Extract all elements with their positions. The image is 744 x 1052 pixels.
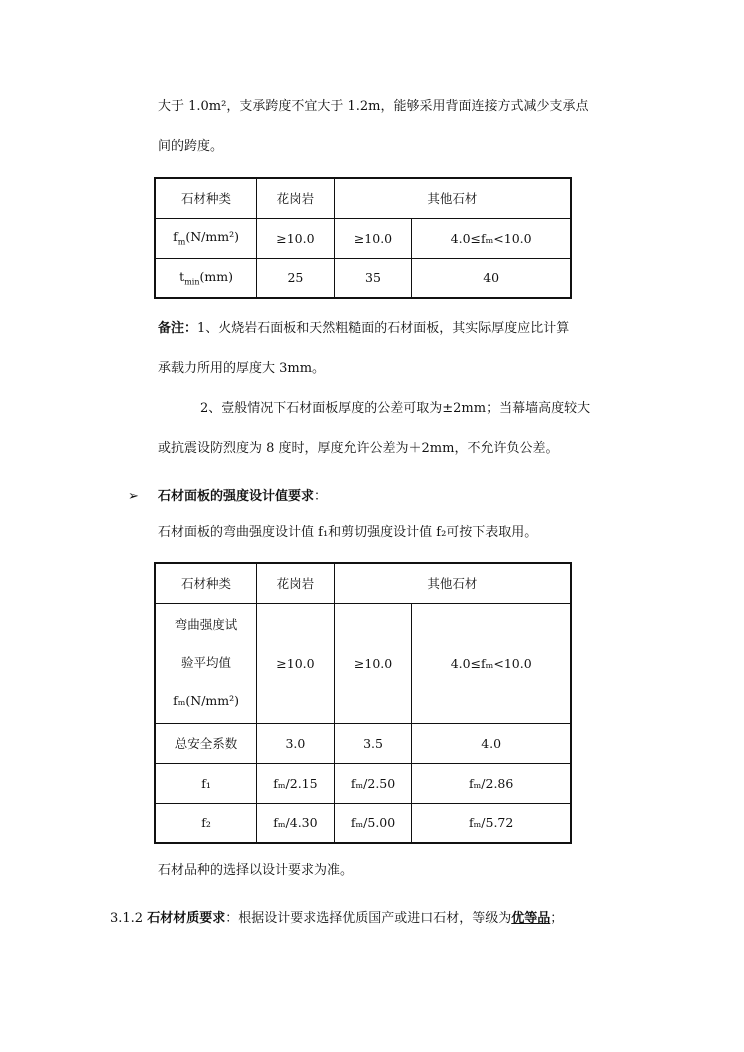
section-number: 3.1.2	[110, 911, 144, 926]
row-label-fm: $f_m(N/mm^2)$	[155, 218, 257, 258]
header-granite: 花岗岩	[257, 563, 335, 603]
intro-line-2: 间的跨度。	[158, 139, 224, 154]
section-3-1-2: 3.1.2 石材材质要求：根据设计要求选择优质国产或进口石材，等级为优等品；	[110, 911, 564, 926]
note-1-line-2: 承载力所用的厚度大 3mm。	[158, 361, 326, 376]
cell-safety-other-b: 4.0	[412, 723, 571, 763]
cell-bending-other-a: ≥10.0	[334, 603, 412, 723]
row-label-bending: 弯曲强度试 验平均值 fₘ(N/mm²)	[155, 603, 257, 723]
row-label-f2: f₂	[155, 803, 257, 843]
note-2-line-1: 2、壹般情况下石材面板厚度的公差可取为±2mm；当幕墙高度较大	[200, 401, 591, 416]
strength-description: 石材面板的弯曲强度设计值 f₁和剪切强度设计值 f₂可按下表取用。	[158, 525, 538, 540]
row-label-tmin: $t_{min}(mm)$	[155, 258, 257, 298]
header-granite: 花岗岩	[257, 178, 335, 218]
cell-bending-granite: ≥10.0	[257, 603, 335, 723]
cell-fm-granite: ≥10.0	[257, 218, 335, 258]
section-title: 石材材质要求	[147, 911, 226, 926]
cell-f1-granite: fₘ/2.15	[257, 763, 335, 803]
cell-tmin-other-a: 35	[334, 258, 412, 298]
header-stone-type: 石材种类	[155, 563, 257, 603]
cell-tmin-granite: 25	[257, 258, 335, 298]
cell-f1-other-b: fₘ/2.86	[412, 763, 571, 803]
bullet-arrow-icon: ➢	[128, 489, 139, 504]
selection-note: 石材品种的选择以设计要求为准。	[158, 863, 354, 878]
strength-table	[154, 562, 572, 844]
header-other-stone: 其他石材	[334, 563, 571, 603]
note-label: 备注：	[158, 321, 198, 336]
cell-f2-granite: fₘ/4.30	[257, 803, 335, 843]
cell-fm-other-a: ≥10.0	[334, 218, 412, 258]
cell-f1-other-a: fₘ/2.50	[334, 763, 412, 803]
note-2-line-2: 或抗震设防烈度为 8 度时，厚度允许公差为＋2mm，不允许负公差。	[158, 441, 559, 456]
header-stone-type: 石材种类	[155, 178, 257, 218]
grade-text: 优等品	[511, 911, 551, 926]
cell-safety-other-a: 3.5	[334, 723, 412, 763]
strength-heading: 石材面板的强度设计值要求：	[158, 489, 328, 504]
row-label-safety: 总安全系数	[155, 723, 257, 763]
note-1-line-1: 备注：1、火烧岩石面板和天然粗糙面的石材面板，其实际厚度应比计算	[158, 321, 570, 336]
cell-f2-other-b: fₘ/5.72	[412, 803, 571, 843]
row-label-f1: f₁	[155, 763, 257, 803]
thickness-table	[154, 177, 572, 299]
header-other-stone: 其他石材	[334, 178, 571, 218]
cell-bending-other-b: 4.0≤fₘ<10.0	[412, 603, 571, 723]
cell-safety-granite: 3.0	[257, 723, 335, 763]
cell-tmin-other-b: 40	[412, 258, 571, 298]
intro-line-1: 大于 1.0m²，支承跨度不宜大于 1.2m，能够采用背面连接方式减少支承点	[158, 99, 589, 114]
cell-f2-other-a: fₘ/5.00	[334, 803, 412, 843]
cell-fm-other-b: 4.0≤fₘ<10.0	[412, 218, 571, 258]
